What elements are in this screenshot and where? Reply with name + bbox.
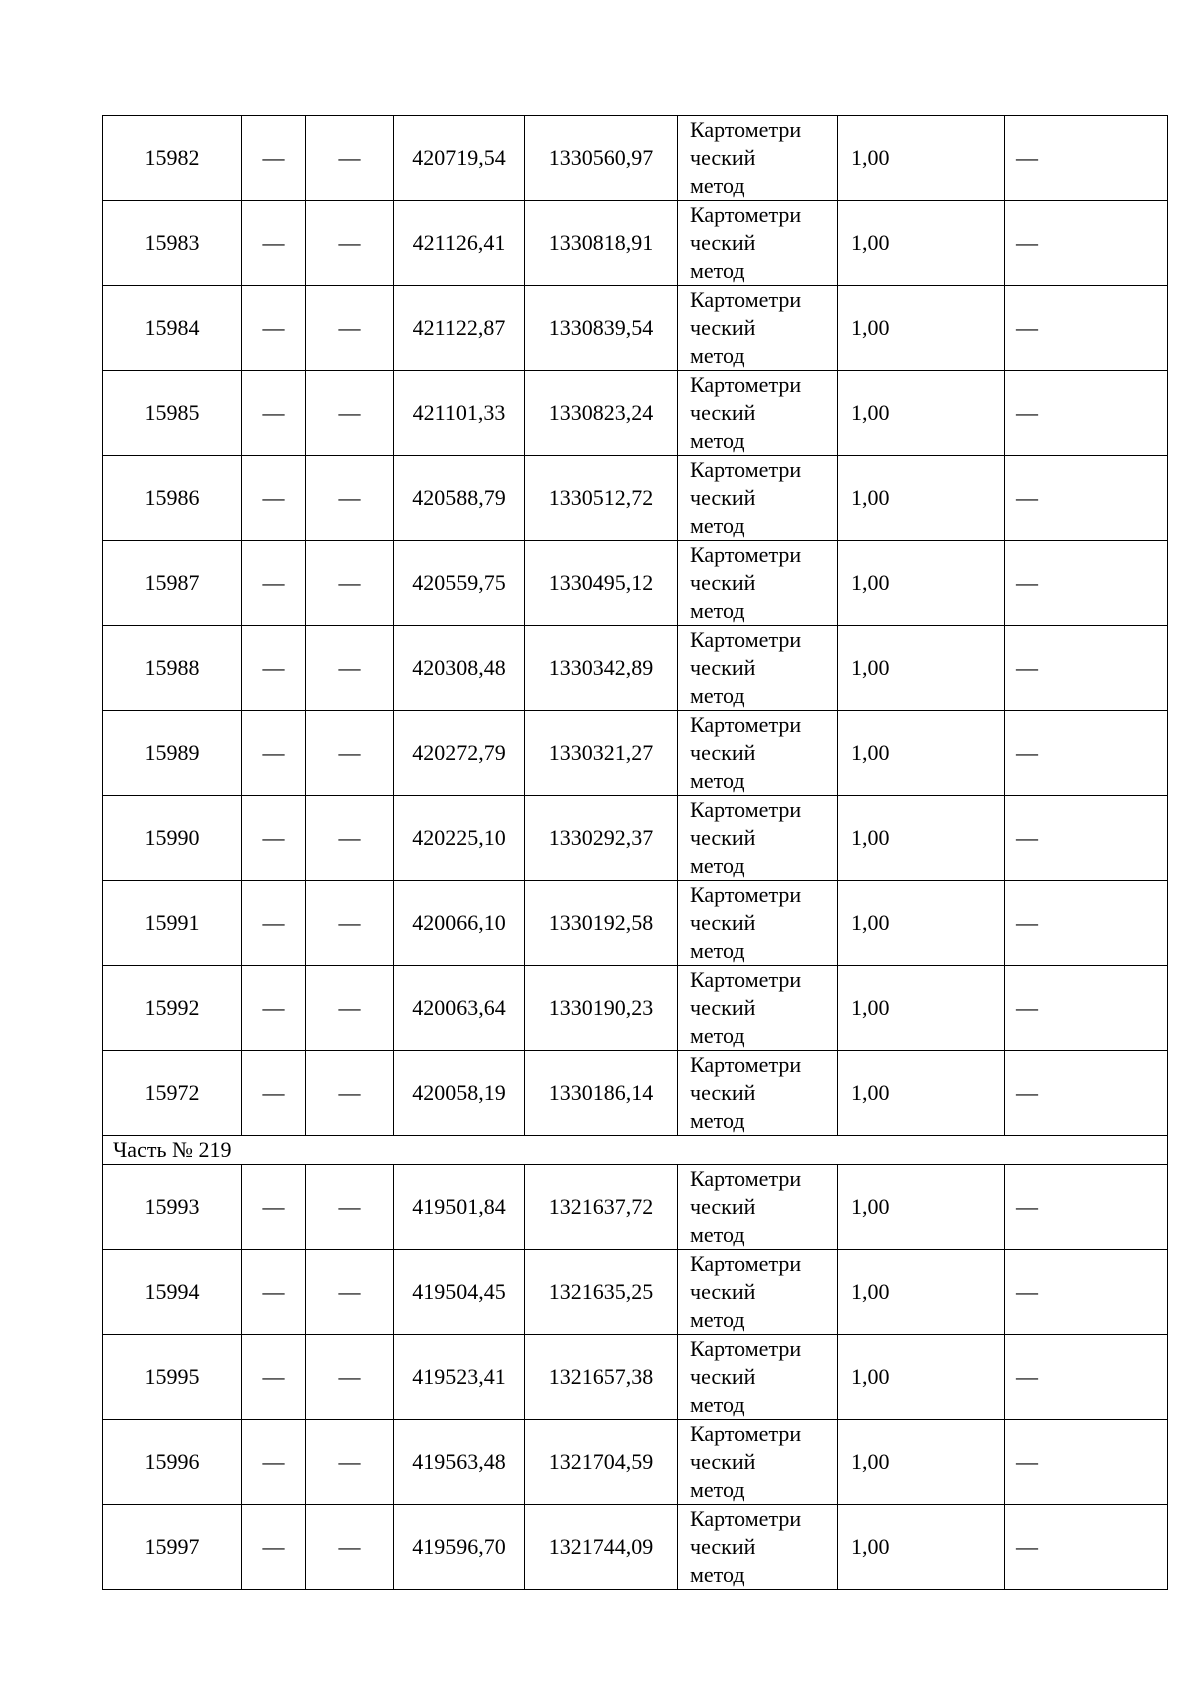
method-text-line: метод: [690, 1222, 745, 1247]
point-number-cell: 15996: [103, 1420, 242, 1505]
accuracy-cell: 1,00: [838, 796, 1005, 881]
accuracy-cell: 1,00: [838, 711, 1005, 796]
y-coordinate-cell: 1321657,38: [525, 1335, 678, 1420]
x-coordinate-cell: 419596,70: [394, 1505, 525, 1590]
dash-cell: —: [1005, 456, 1168, 541]
dash-cell: —: [242, 201, 306, 286]
method-text-line: метод: [690, 173, 745, 198]
method-text-line: ческий: [690, 145, 756, 170]
table-row: [103, 1505, 1168, 1590]
method-text-line: ческий: [690, 400, 756, 425]
dash-cell: —: [306, 1335, 394, 1420]
method-text-line: ческий: [690, 1449, 756, 1474]
method-text-line: ческий: [690, 995, 756, 1020]
dash-cell: —: [1005, 201, 1168, 286]
method-text-line: метод: [690, 258, 745, 283]
dash-cell: —: [306, 371, 394, 456]
x-coordinate-cell: 421101,33: [394, 371, 525, 456]
dash-cell: —: [1005, 371, 1168, 456]
method-text-line: Картометри: [690, 542, 802, 567]
dash-cell: —: [1005, 541, 1168, 626]
dash-cell: —: [1005, 711, 1168, 796]
method-text-line: ческий: [690, 315, 756, 340]
accuracy-cell: 1,00: [838, 371, 1005, 456]
point-number-cell: 15995: [103, 1335, 242, 1420]
method-cell: [678, 456, 838, 541]
method-text-line: метод: [690, 1562, 745, 1587]
method-text-line: ческий: [690, 740, 756, 765]
x-coordinate-cell: 420559,75: [394, 541, 525, 626]
point-number-cell: 15984: [103, 286, 242, 371]
dash-cell: —: [242, 796, 306, 881]
method-cell: [678, 1505, 838, 1590]
x-coordinate-cell: 420719,54: [394, 116, 525, 201]
dash-cell: —: [1005, 881, 1168, 966]
method-text-line: метод: [690, 683, 745, 708]
method-text-line: Картометри: [690, 457, 802, 482]
accuracy-cell: 1,00: [838, 966, 1005, 1051]
dash-cell: —: [1005, 796, 1168, 881]
dash-cell: —: [306, 626, 394, 711]
table-row: [103, 711, 1168, 796]
dash-cell: —: [1005, 1165, 1168, 1250]
dash-cell: —: [242, 711, 306, 796]
x-coordinate-cell: 420588,79: [394, 456, 525, 541]
coordinates-table: [102, 115, 1168, 1590]
method-text-line: ческий: [690, 485, 756, 510]
accuracy-cell: 1,00: [838, 881, 1005, 966]
x-coordinate-cell: 419563,48: [394, 1420, 525, 1505]
point-number-cell: 15987: [103, 541, 242, 626]
dash-cell: —: [306, 1165, 394, 1250]
dash-cell: —: [242, 286, 306, 371]
table-row: [103, 1335, 1168, 1420]
table-row: [103, 881, 1168, 966]
table-row: [103, 541, 1168, 626]
dash-cell: —: [1005, 1335, 1168, 1420]
method-text-line: Картометри: [690, 287, 802, 312]
table-row: [103, 1420, 1168, 1505]
accuracy-cell: 1,00: [838, 456, 1005, 541]
dash-cell: —: [1005, 1250, 1168, 1335]
method-text-line: Картометри: [690, 712, 802, 737]
method-text-line: ческий: [690, 1080, 756, 1105]
method-text-line: метод: [690, 853, 745, 878]
method-cell: [678, 1051, 838, 1136]
method-text-line: метод: [690, 1477, 745, 1502]
dash-cell: —: [306, 1420, 394, 1505]
accuracy-cell: 1,00: [838, 626, 1005, 711]
dash-cell: —: [242, 1335, 306, 1420]
accuracy-cell: 1,00: [838, 1250, 1005, 1335]
method-text-line: ческий: [690, 825, 756, 850]
method-text-line: Картометри: [690, 627, 802, 652]
x-coordinate-cell: 420308,48: [394, 626, 525, 711]
dash-cell: —: [306, 711, 394, 796]
y-coordinate-cell: 1330192,58: [525, 881, 678, 966]
x-coordinate-cell: 419523,41: [394, 1335, 525, 1420]
method-cell: [678, 881, 838, 966]
accuracy-cell: 1,00: [838, 1335, 1005, 1420]
method-text-line: метод: [690, 343, 745, 368]
accuracy-cell: 1,00: [838, 1165, 1005, 1250]
dash-cell: —: [242, 966, 306, 1051]
y-coordinate-cell: 1330495,12: [525, 541, 678, 626]
method-text-line: метод: [690, 513, 745, 538]
table-row: [103, 1165, 1168, 1250]
dash-cell: —: [242, 1505, 306, 1590]
method-text-line: ческий: [690, 1364, 756, 1389]
method-text-line: Картометри: [690, 372, 802, 397]
y-coordinate-cell: 1330823,24: [525, 371, 678, 456]
dash-cell: —: [306, 796, 394, 881]
x-coordinate-cell: 421126,41: [394, 201, 525, 286]
accuracy-cell: 1,00: [838, 1420, 1005, 1505]
method-text-line: Картометри: [690, 202, 802, 227]
point-number-cell: 15982: [103, 116, 242, 201]
y-coordinate-cell: 1321637,72: [525, 1165, 678, 1250]
dash-cell: —: [306, 1250, 394, 1335]
method-cell: [678, 626, 838, 711]
dash-cell: —: [1005, 626, 1168, 711]
method-text-line: ческий: [690, 570, 756, 595]
point-number-cell: 15994: [103, 1250, 242, 1335]
dash-cell: —: [306, 881, 394, 966]
table-row: [103, 796, 1168, 881]
table-row: [103, 966, 1168, 1051]
method-cell: [678, 371, 838, 456]
method-cell: [678, 116, 838, 201]
y-coordinate-cell: 1330292,37: [525, 796, 678, 881]
method-text-line: метод: [690, 1108, 745, 1133]
x-coordinate-cell: 420058,19: [394, 1051, 525, 1136]
accuracy-cell: 1,00: [838, 1505, 1005, 1590]
method-cell: [678, 1335, 838, 1420]
dash-cell: —: [242, 1250, 306, 1335]
y-coordinate-cell: 1330190,23: [525, 966, 678, 1051]
point-number-cell: 15993: [103, 1165, 242, 1250]
accuracy-cell: 1,00: [838, 286, 1005, 371]
y-coordinate-cell: 1321635,25: [525, 1250, 678, 1335]
y-coordinate-cell: 1321704,59: [525, 1420, 678, 1505]
section-header-row: [103, 1136, 1168, 1165]
x-coordinate-cell: 421122,87: [394, 286, 525, 371]
accuracy-cell: 1,00: [838, 201, 1005, 286]
dash-cell: —: [242, 1420, 306, 1505]
method-text-line: Картометри: [690, 1052, 802, 1077]
dash-cell: —: [306, 456, 394, 541]
method-cell: [678, 796, 838, 881]
y-coordinate-cell: 1330839,54: [525, 286, 678, 371]
method-cell: [678, 966, 838, 1051]
table-row: [103, 456, 1168, 541]
method-text-line: ческий: [690, 1279, 756, 1304]
y-coordinate-cell: 1330342,89: [525, 626, 678, 711]
table-row: [103, 1250, 1168, 1335]
accuracy-cell: 1,00: [838, 1051, 1005, 1136]
method-cell: [678, 201, 838, 286]
table-row: [103, 1051, 1168, 1136]
point-number-cell: 15992: [103, 966, 242, 1051]
method-text-line: ческий: [690, 1534, 756, 1559]
dash-cell: —: [242, 626, 306, 711]
method-cell: [678, 711, 838, 796]
method-text-line: метод: [690, 1307, 745, 1332]
dash-cell: —: [306, 286, 394, 371]
dash-cell: —: [306, 541, 394, 626]
dash-cell: —: [242, 541, 306, 626]
dash-cell: —: [1005, 1505, 1168, 1590]
method-text-line: метод: [690, 1392, 745, 1417]
accuracy-cell: 1,00: [838, 116, 1005, 201]
method-text-line: метод: [690, 938, 745, 963]
method-text-line: ческий: [690, 230, 756, 255]
method-text-line: ческий: [690, 910, 756, 935]
method-text-line: ческий: [690, 1194, 756, 1219]
method-text-line: Картометри: [690, 1506, 802, 1531]
point-number-cell: 15983: [103, 201, 242, 286]
point-number-cell: 15989: [103, 711, 242, 796]
method-text-line: Картометри: [690, 1251, 802, 1276]
point-number-cell: 15990: [103, 796, 242, 881]
point-number-cell: 15997: [103, 1505, 242, 1590]
method-text-line: метод: [690, 428, 745, 453]
dash-cell: —: [242, 116, 306, 201]
dash-cell: —: [306, 1051, 394, 1136]
method-text-line: Картометри: [690, 967, 802, 992]
dash-cell: —: [1005, 1051, 1168, 1136]
dash-cell: —: [1005, 966, 1168, 1051]
y-coordinate-cell: 1321744,09: [525, 1505, 678, 1590]
x-coordinate-cell: 420225,10: [394, 796, 525, 881]
method-text-line: ческий: [690, 655, 756, 680]
dash-cell: —: [306, 116, 394, 201]
dash-cell: —: [1005, 1420, 1168, 1505]
dash-cell: —: [306, 201, 394, 286]
x-coordinate-cell: 419501,84: [394, 1165, 525, 1250]
y-coordinate-cell: 1330818,91: [525, 201, 678, 286]
y-coordinate-cell: 1330560,97: [525, 116, 678, 201]
method-cell: [678, 1420, 838, 1505]
method-cell: [678, 1250, 838, 1335]
dash-cell: —: [306, 1505, 394, 1590]
method-text-line: Картометри: [690, 1421, 802, 1446]
dash-cell: —: [1005, 286, 1168, 371]
method-text-line: Картометри: [690, 797, 802, 822]
point-number-cell: 15985: [103, 371, 242, 456]
dash-cell: —: [242, 371, 306, 456]
y-coordinate-cell: 1330512,72: [525, 456, 678, 541]
dash-cell: —: [306, 966, 394, 1051]
method-text-line: Картометри: [690, 1166, 802, 1191]
y-coordinate-cell: 1330321,27: [525, 711, 678, 796]
x-coordinate-cell: 420063,64: [394, 966, 525, 1051]
method-text-line: метод: [690, 768, 745, 793]
table-row: [103, 371, 1168, 456]
method-text-line: Картометри: [690, 882, 802, 907]
method-text-line: метод: [690, 598, 745, 623]
method-cell: [678, 541, 838, 626]
x-coordinate-cell: 419504,45: [394, 1250, 525, 1335]
method-text-line: Картометри: [690, 117, 802, 142]
table-row: [103, 286, 1168, 371]
accuracy-cell: 1,00: [838, 541, 1005, 626]
y-coordinate-cell: 1330186,14: [525, 1051, 678, 1136]
method-cell: [678, 286, 838, 371]
dash-cell: —: [242, 881, 306, 966]
dash-cell: —: [242, 456, 306, 541]
method-cell: [678, 1165, 838, 1250]
x-coordinate-cell: 420066,10: [394, 881, 525, 966]
point-number-cell: 15991: [103, 881, 242, 966]
table-row: [103, 626, 1168, 711]
method-text-line: Картометри: [690, 1336, 802, 1361]
x-coordinate-cell: 420272,79: [394, 711, 525, 796]
method-text-line: метод: [690, 1023, 745, 1048]
point-number-cell: 15988: [103, 626, 242, 711]
dash-cell: —: [242, 1165, 306, 1250]
dash-cell: —: [1005, 116, 1168, 201]
table-row: [103, 116, 1168, 201]
point-number-cell: 15972: [103, 1051, 242, 1136]
dash-cell: —: [242, 1051, 306, 1136]
point-number-cell: 15986: [103, 456, 242, 541]
section-label: Часть № 219: [103, 1136, 1168, 1165]
table-body: [103, 116, 1168, 1590]
table-row: [103, 201, 1168, 286]
